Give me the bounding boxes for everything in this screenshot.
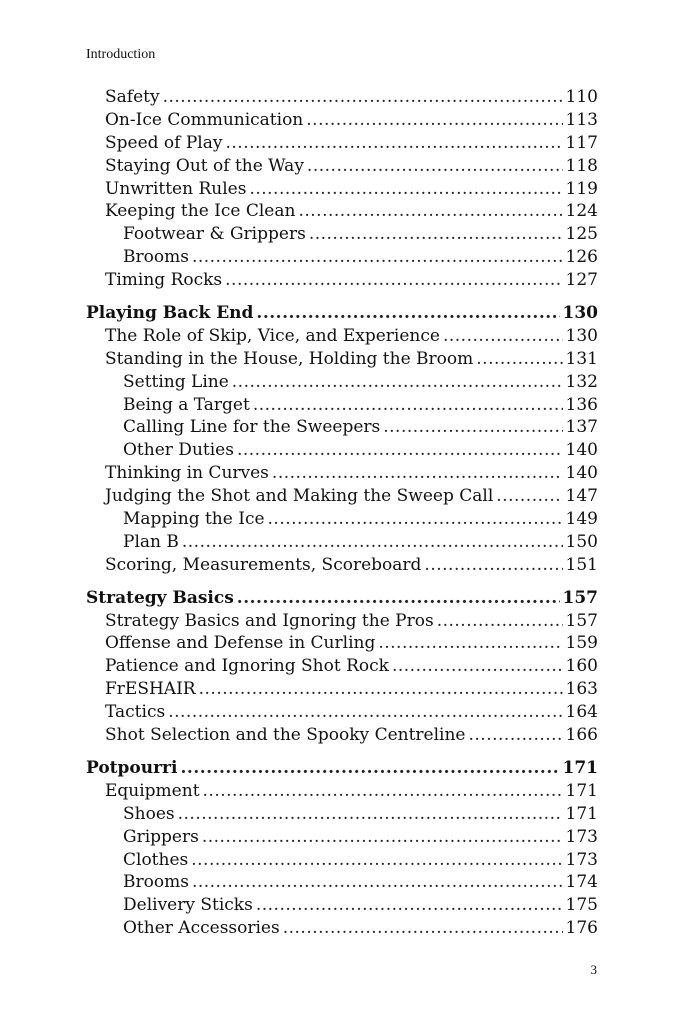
dot-leader <box>256 894 563 917</box>
toc-entry <box>86 724 598 747</box>
toc-section-heading <box>86 302 598 325</box>
toc-entry-title: Unwritten Rules <box>105 178 247 199</box>
toc-entry-title: Timing Rocks <box>105 270 223 291</box>
toc-entry-page: 124 <box>565 201 598 222</box>
toc-entry-page: 163 <box>565 679 598 700</box>
toc-entry-page: 140 <box>565 463 598 484</box>
toc-entry-title: Other Duties <box>123 440 234 461</box>
toc-entry-title: Safety <box>105 87 160 107</box>
dot-leader <box>298 200 562 223</box>
toc-entry-page: 119 <box>565 178 598 199</box>
toc-entry-page: 118 <box>565 155 598 176</box>
toc-entry-page: 173 <box>565 849 598 870</box>
dot-leader <box>496 485 562 508</box>
dot-leader <box>253 394 563 417</box>
toc-entry-page: 113 <box>565 109 598 130</box>
toc-entry-title: Shot Selection and the Spooky Centreline <box>105 725 466 746</box>
toc-entry-page: 171 <box>562 757 598 778</box>
dot-leader <box>237 439 563 462</box>
toc-entry-page: 150 <box>565 531 598 552</box>
toc-entry-title: Brooms <box>123 247 189 268</box>
toc-entry-title: Keeping the Ice Clean <box>105 201 296 222</box>
toc-entry <box>86 462 598 485</box>
toc-entry <box>86 508 598 531</box>
toc-entry <box>86 246 598 269</box>
dot-leader <box>180 757 559 780</box>
dot-leader <box>424 554 562 577</box>
toc-entry-title: Offense and Defense in Curling <box>105 633 376 654</box>
toc-section-heading <box>86 587 598 610</box>
dot-leader <box>476 348 562 371</box>
dot-leader <box>268 508 563 531</box>
toc-entry <box>86 325 598 348</box>
toc-entry-page: 171 <box>565 780 598 801</box>
toc-entry-page: 174 <box>565 872 598 893</box>
toc-entry <box>86 109 598 132</box>
toc-entry <box>86 917 598 940</box>
dot-leader <box>202 826 563 849</box>
toc-entry <box>86 849 598 872</box>
toc-entry-title: Judging the Shot and Making the Sweep Call <box>105 486 494 507</box>
dot-leader <box>225 132 562 155</box>
toc-entry-title: Tactics <box>105 702 166 723</box>
toc-entry-page: 160 <box>565 656 598 677</box>
dot-leader <box>306 109 562 132</box>
toc-section-heading <box>86 757 598 780</box>
toc-entry <box>86 371 598 394</box>
toc-entry-title: Other Accessories <box>123 918 280 939</box>
toc-entry-page: 164 <box>565 702 598 723</box>
toc-entry <box>86 803 598 826</box>
dot-leader <box>272 462 563 485</box>
toc-entry-title: Playing Back End <box>86 303 254 324</box>
dot-leader <box>178 803 563 826</box>
dot-leader <box>225 269 562 292</box>
toc-entry-title: Patience and Ignoring Shot Rock <box>105 656 389 677</box>
toc-entry-title: Potpourri <box>86 757 178 778</box>
toc-entry <box>86 178 598 201</box>
toc-entry <box>86 871 598 894</box>
toc-entry-page: 125 <box>565 224 598 245</box>
dot-leader <box>192 246 563 269</box>
toc-entry-title: On-Ice Communication <box>105 109 304 130</box>
toc-entry-title: Being a Target <box>123 394 250 415</box>
dot-leader <box>256 302 559 325</box>
toc-entry <box>86 132 598 155</box>
toc-entry-page: 140 <box>565 440 598 461</box>
toc-entry <box>86 416 598 439</box>
toc-entry-page: 136 <box>565 394 598 415</box>
toc-entry-page: 176 <box>565 918 598 939</box>
toc-entry-page: 151 <box>565 554 598 575</box>
toc-entry <box>86 439 598 462</box>
toc-entry-page: 157 <box>565 610 598 631</box>
toc-entry <box>86 780 598 803</box>
toc-entry <box>86 223 598 246</box>
toc-entry-page: 126 <box>565 247 598 268</box>
toc-entry-title: Setting Line <box>123 371 229 392</box>
toc-entry <box>86 826 598 849</box>
toc-entry-title: Delivery Sticks <box>123 895 253 916</box>
toc-entry-title: Strategy Basics <box>86 587 234 608</box>
dot-leader <box>437 610 563 633</box>
toc-entry-page: 137 <box>565 417 598 438</box>
toc-entry <box>86 531 598 554</box>
dot-leader <box>307 155 563 178</box>
toc-entry-page: 130 <box>565 325 598 346</box>
toc-entry-title: Clothes <box>123 849 189 870</box>
toc-entry-page: 127 <box>565 270 598 291</box>
dot-leader <box>309 223 563 246</box>
toc-entry-title: Equipment <box>105 780 200 801</box>
toc-entry-page: 171 <box>565 803 598 824</box>
dot-leader <box>443 325 563 348</box>
toc-entry-page: 130 <box>562 303 598 324</box>
dot-leader <box>168 701 562 724</box>
toc-entry-title: Scoring, Measurements, Scoreboard <box>105 554 422 575</box>
toc-entry-page: 147 <box>565 486 598 507</box>
toc-entry-page: 175 <box>565 895 598 916</box>
toc-entry-title: Grippers <box>123 826 199 847</box>
toc-entry-page: 132 <box>565 371 598 392</box>
toc-entry-page: 131 <box>565 348 598 369</box>
toc-entry-page: 157 <box>562 587 598 608</box>
toc-entry-title: Footwear & Grippers <box>123 224 306 245</box>
toc-entry <box>86 554 598 577</box>
toc-entry-page: 110 <box>565 87 598 107</box>
dot-leader <box>163 86 563 109</box>
dot-leader <box>237 587 560 610</box>
toc-entry-title: Speed of Play <box>105 132 223 153</box>
toc-entry <box>86 269 598 292</box>
toc-entry-title: Mapping the Ice <box>123 509 265 530</box>
dot-leader <box>203 780 563 803</box>
dot-leader <box>469 724 563 747</box>
dot-leader <box>182 531 563 554</box>
dot-leader <box>249 178 562 201</box>
toc-entry-title: Strategy Basics and Ignoring the Pros <box>105 610 434 631</box>
toc-entry-title: The Role of Skip, Vice, and Experience <box>105 325 440 346</box>
dot-leader <box>232 371 563 394</box>
toc-entry <box>86 655 598 678</box>
toc-entry <box>86 632 598 655</box>
toc-entry-page: 117 <box>565 132 598 153</box>
toc-entry <box>86 86 598 109</box>
toc-entry <box>86 348 598 371</box>
table-of-contents <box>86 86 598 940</box>
toc-entry <box>86 394 598 417</box>
toc-entry <box>86 701 598 724</box>
toc-entry <box>86 678 598 701</box>
dot-leader <box>378 632 562 655</box>
page-number: 3 <box>590 962 597 977</box>
dot-leader <box>283 917 563 940</box>
toc-entry-title: Calling Line for the Sweepers <box>123 417 381 438</box>
dot-leader <box>191 849 562 872</box>
toc-entry-title: Shoes <box>123 803 175 824</box>
toc-entry-page: 149 <box>565 509 598 530</box>
toc-entry <box>86 485 598 508</box>
toc-entry-title: Brooms <box>123 872 189 893</box>
toc-entry-page: 173 <box>565 826 598 847</box>
toc-entry-page: 159 <box>565 633 598 654</box>
toc-entry-page: 166 <box>565 725 598 746</box>
dot-leader <box>199 678 563 701</box>
toc-entry-title: FrESHAIR <box>105 679 196 700</box>
toc-entry <box>86 200 598 223</box>
toc-entry <box>86 894 598 917</box>
toc-entry-title: Standing in the House, Holding the Broom <box>105 348 474 369</box>
toc-entry-title: Staying Out of the Way <box>105 155 304 176</box>
dot-leader <box>192 871 563 894</box>
toc-entry-title: Plan B <box>123 531 179 552</box>
dot-leader <box>392 655 563 678</box>
toc-entry-title: Thinking in Curves <box>105 463 269 484</box>
dot-leader <box>383 416 562 439</box>
toc-entry <box>86 610 598 633</box>
toc-entry <box>86 155 598 178</box>
running-head: Introduction <box>86 47 156 62</box>
